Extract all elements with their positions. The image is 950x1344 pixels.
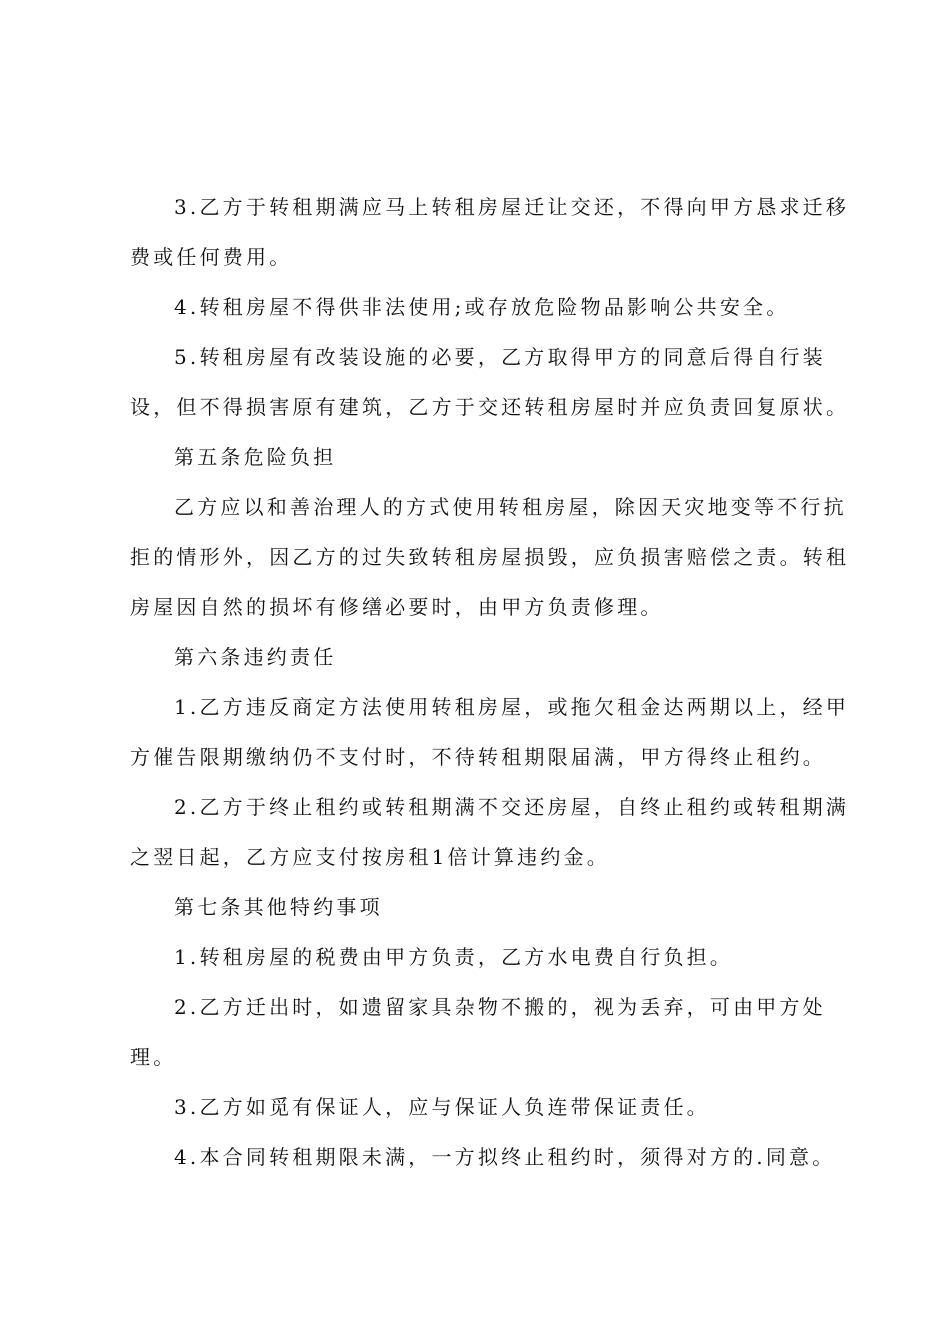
article-7-clause-1: 1.转租房屋的税费由甲方负责，乙方水电费自行负担。	[174, 945, 734, 969]
article-7-clause-2-line-2: 理。	[130, 1045, 177, 1069]
article-6-clause-2-line-2: 之翌日起，乙方应支付按房租1倍计算违约金。	[130, 845, 610, 869]
article-6-clause-1-line-2: 方催告限期缴纳仍不支付时，不待转租期限届满，甲方得终止租约。	[130, 745, 826, 769]
article-5-para-line-1: 乙方应以和善治理人的方式使用转租房屋，除因天灾地变等不行抗	[174, 495, 847, 519]
article-7-clause-2-line-1: 2.乙方迁出时，如遗留家具杂物不搬的，视为丢弃，可由甲方处	[174, 995, 826, 1019]
article-7-clause-4: 4.本合同转租期限未满，一方拟终止租约时，须得对方的.同意。	[174, 1145, 836, 1169]
article-5-heading: 第五条危险负担	[174, 445, 337, 469]
article-5-para-line-3: 房屋因自然的损坏有修缮必要时，由甲方负责修理。	[130, 595, 664, 619]
article-7-heading: 第七条其他特约事项	[174, 895, 383, 919]
article-6-heading: 第六条违约责任	[174, 645, 337, 669]
article-6-clause-1-line-1: 1.乙方违反商定方法使用转租房屋，或拖欠租金达两期以上，经甲	[174, 695, 850, 719]
clause-4: 4.转租房屋不得供非法使用;或存放危险物品影响公共安全。	[174, 295, 790, 319]
article-6-clause-2-line-1: 2.乙方于终止租约或转租期满不交还房屋，自终止租约或转租期满	[174, 795, 850, 819]
clause-5-line-2: 设，但不得损害原有建筑，乙方于交还转租房屋时并应负责回复原状。	[130, 395, 850, 419]
clause-3-line-2: 费或任何费用。	[130, 245, 293, 269]
clause-3-line-1: 3.乙方于转租期满应马上转租房屋迁让交还，不得向甲方恳求迁移	[174, 195, 850, 219]
clause-5-line-1: 5.转租房屋有改装设施的必要，乙方取得甲方的同意后得自行装	[174, 345, 826, 369]
article-5-para-line-2: 拒的情形外，因乙方的过失致转租房屋损毁，应负损害赔偿之责。转租	[130, 545, 850, 569]
article-7-clause-3: 3.乙方如觅有保证人，应与保证人负连带保证责任。	[174, 1095, 710, 1119]
